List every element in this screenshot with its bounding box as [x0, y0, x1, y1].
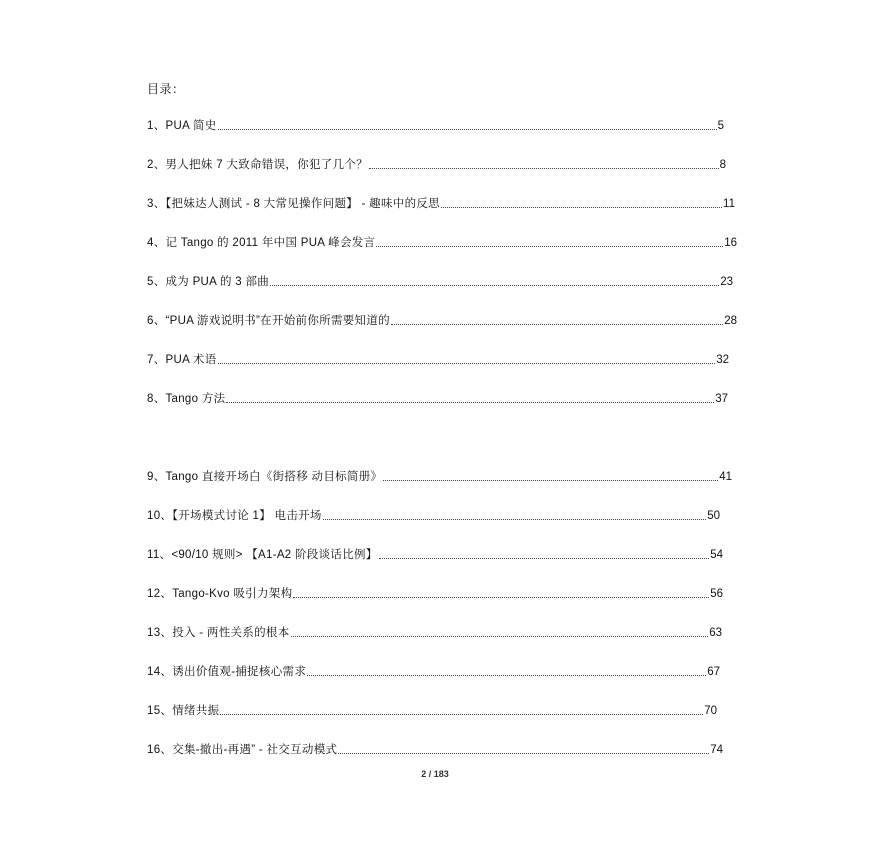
- toc-entry[interactable]: [147, 196, 735, 212]
- toc-entry-label: 9、Tango 直接开场白《街搭移 动目标简册》: [147, 471, 383, 483]
- dot-leader: [391, 323, 723, 325]
- dot-leader: [270, 284, 719, 286]
- dot-leader: [218, 362, 716, 364]
- toc-entry-page: 8: [719, 159, 726, 171]
- dot-leader: [307, 674, 706, 676]
- toc-entry[interactable]: [147, 625, 722, 641]
- toc-entry-label: 12、Tango-Kvo 吸引力架构: [147, 588, 293, 600]
- toc-entry-page: 56: [710, 588, 723, 600]
- toc-entry[interactable]: [147, 313, 737, 329]
- toc-entry-label: 7、PUA 术语: [147, 354, 217, 366]
- toc-entry-label: 8、Tango 方法: [147, 393, 226, 405]
- toc-entry[interactable]: [147, 157, 726, 173]
- dot-leader: [293, 596, 709, 598]
- toc-entry-page: 74: [710, 744, 723, 756]
- toc-entry[interactable]: [147, 508, 720, 524]
- dot-leader: [441, 206, 722, 208]
- toc-entry[interactable]: [147, 352, 729, 368]
- dot-leader: [383, 479, 718, 481]
- toc-entry-label: 6、“PUA 游戏说明书”在开始前你所需要知道的: [147, 315, 390, 327]
- toc-entry[interactable]: [147, 742, 723, 758]
- toc-entry-page: 63: [709, 627, 722, 639]
- toc-entry[interactable]: [147, 274, 733, 290]
- toc-entry[interactable]: [147, 664, 720, 680]
- toc-entry[interactable]: [147, 703, 717, 719]
- toc-entry[interactable]: [147, 547, 723, 563]
- toc-entry[interactable]: [147, 235, 737, 251]
- toc-entry[interactable]: [147, 118, 724, 134]
- dot-leader: [323, 518, 706, 520]
- toc-entry-label: 14、诱出价值观-捕捉核心需求: [147, 666, 307, 678]
- toc-entry-label: 16、交集-撤出-再遇” - 社交互动模式: [147, 744, 338, 756]
- toc-entry-page: 67: [707, 666, 720, 678]
- toc-entry-label: 11、<90/10 规则> 【A1-A2 阶段谈话比例】: [147, 549, 378, 561]
- toc-entry-page: 28: [724, 315, 737, 327]
- toc-entry-label: 2、男人把妹 7 大致命错误，你犯了几个？: [147, 159, 368, 171]
- toc-entry-label: 13、投入 - 两性关系的根本: [147, 627, 290, 639]
- toc-entry[interactable]: [147, 586, 723, 602]
- toc-entry-page: 23: [720, 276, 733, 288]
- toc-entry-label: 1、PUA 简史: [147, 120, 217, 132]
- dot-leader: [376, 245, 723, 247]
- toc-entry[interactable]: [147, 469, 732, 485]
- toc-entry-page: 5: [717, 120, 724, 132]
- toc-entry[interactable]: [147, 391, 728, 407]
- toc-entry-label: 5、成为 PUA 的 3 部曲: [147, 276, 270, 288]
- toc-entry-page: 32: [716, 354, 729, 366]
- toc-entry-page: 37: [715, 393, 728, 405]
- page-indicator: 2 / 183: [421, 769, 449, 779]
- toc-entry-label: 3、【把妹达人测试 - 8 大常见操作问题】 - 趣味中的反思: [147, 198, 440, 210]
- toc-entry-label: 15、情绪共振: [147, 705, 220, 717]
- toc-entry-page: 11: [723, 198, 735, 210]
- dot-leader: [338, 752, 709, 754]
- dot-leader: [291, 635, 709, 637]
- toc-entry-page: 41: [719, 471, 732, 483]
- toc-entry-page: 54: [710, 549, 723, 561]
- toc-entry-label: 4、记 Tango 的 2011 年中国 PUA 峰会发言: [147, 237, 376, 249]
- toc-entry-page: 50: [707, 510, 720, 522]
- toc-entry-label: 10、【开场模式讨论 1】 电击开场: [147, 510, 322, 522]
- dot-leader: [220, 713, 703, 715]
- dot-leader: [379, 557, 710, 559]
- toc-entry-page: 70: [704, 705, 717, 717]
- dot-leader: [369, 167, 719, 169]
- dot-leader: [226, 401, 714, 403]
- toc-entry-page: 16: [724, 237, 737, 249]
- toc-title: 目录：: [147, 82, 185, 96]
- dot-leader: [218, 128, 717, 130]
